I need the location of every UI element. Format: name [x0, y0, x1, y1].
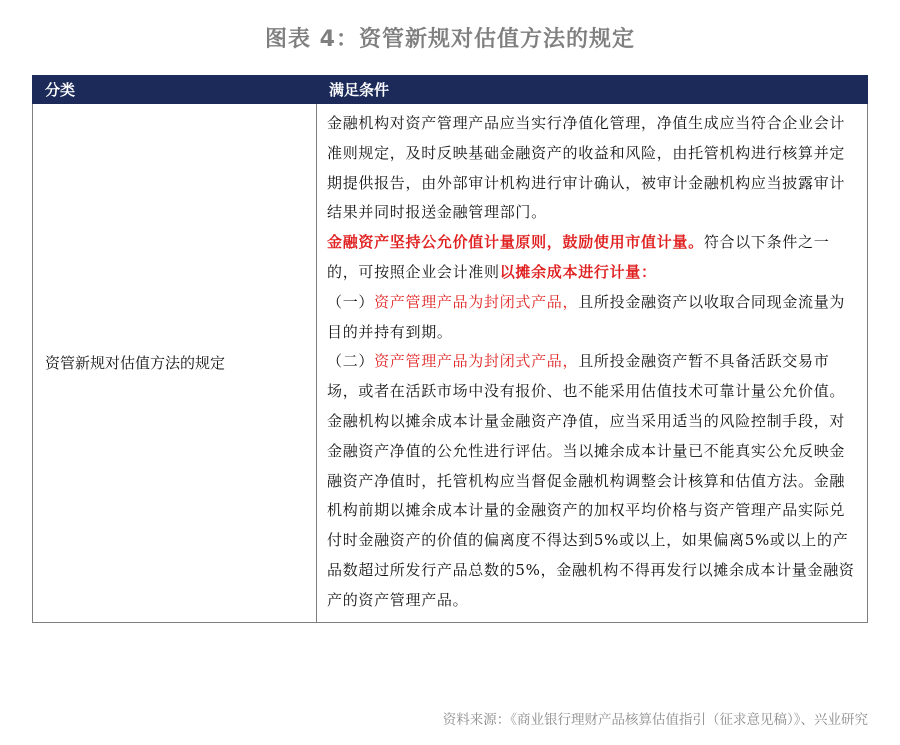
condition-item-2 — [327, 347, 859, 407]
column-header-category: 分类 — [33, 76, 317, 104]
condition-item-1-text: 且所投金融资产以收取合同现金流量为目的并持有到期。 — [327, 292, 846, 341]
source-note: 资料来源：《商业银行理财产品核算估值指引（征求意见稿）》、兴业研究 — [442, 712, 868, 728]
category-cell: 资管新规对估值方法的规定 — [33, 104, 317, 623]
table-header-row — [33, 76, 868, 104]
paragraph-fair-value — [327, 228, 859, 288]
condition-item-1 — [327, 288, 859, 348]
condition-item-1-highlight: 资产管理产品为封闭式产品， — [374, 292, 579, 311]
regulation-table — [32, 75, 868, 623]
column-header-conditions: 满足条件 — [317, 76, 868, 104]
page-title: 图表 4：资管新规对估值方法的规定 — [265, 27, 635, 52]
condition-item-2-prefix: （二） — [327, 352, 375, 371]
fair-value-text: 符合以下条件之一的，可按照企业会计准则 — [327, 233, 830, 281]
condition-item-1-prefix: （一） — [327, 292, 375, 311]
table-row — [33, 104, 868, 623]
condition-item-2-text: 且所投金融资产暂不具备活跃交易市场，或者在活跃市场中没有报价、也不能采用估值技术可靠计量公允价值。 — [327, 352, 846, 401]
paragraph-net-value: 金融机构对资产管理产品应当实行净值化管理，净值生成应当符合企业会计准则规定，及时反映基础金融资产的收益和风险，由托管机构进行核算并定期提供报告，由外部审计机构进行审计确认，被审计金融机构应当披露审计结果并同时报送金融管理部门。 — [327, 114, 846, 222]
condition-item-2-highlight: 资产管理产品为封闭式产品， — [374, 352, 579, 371]
fair-value-highlight: 金融资产坚持公允价值计量原则，鼓励使用市值计量。 — [327, 233, 704, 252]
amortized-cost-highlight: 以摊余成本进行计量： — [499, 262, 657, 281]
conditions-cell — [317, 104, 868, 623]
paragraph-amortized-cost: 金融机构以摊余成本计量金融资产净值，应当采用适当的风险控制手段，对金融资产净值的公允性进行评估。当以摊余成本计量已不能真实公允反映金融资产净值时，托管机构应当督促金融机构调整会计核算和估值方法。金融机构前期以摊余成本计量的金融资产的加权平均价格与资产管理产品实际兑付时金融资产的价值的偏离度不得达到5%或以上，如果偏离5%或以上的产品数超过所发行产品总数的5%，金融机构不得再发行以摊余成本计量金融资产的资产管理产品。 — [327, 411, 855, 609]
